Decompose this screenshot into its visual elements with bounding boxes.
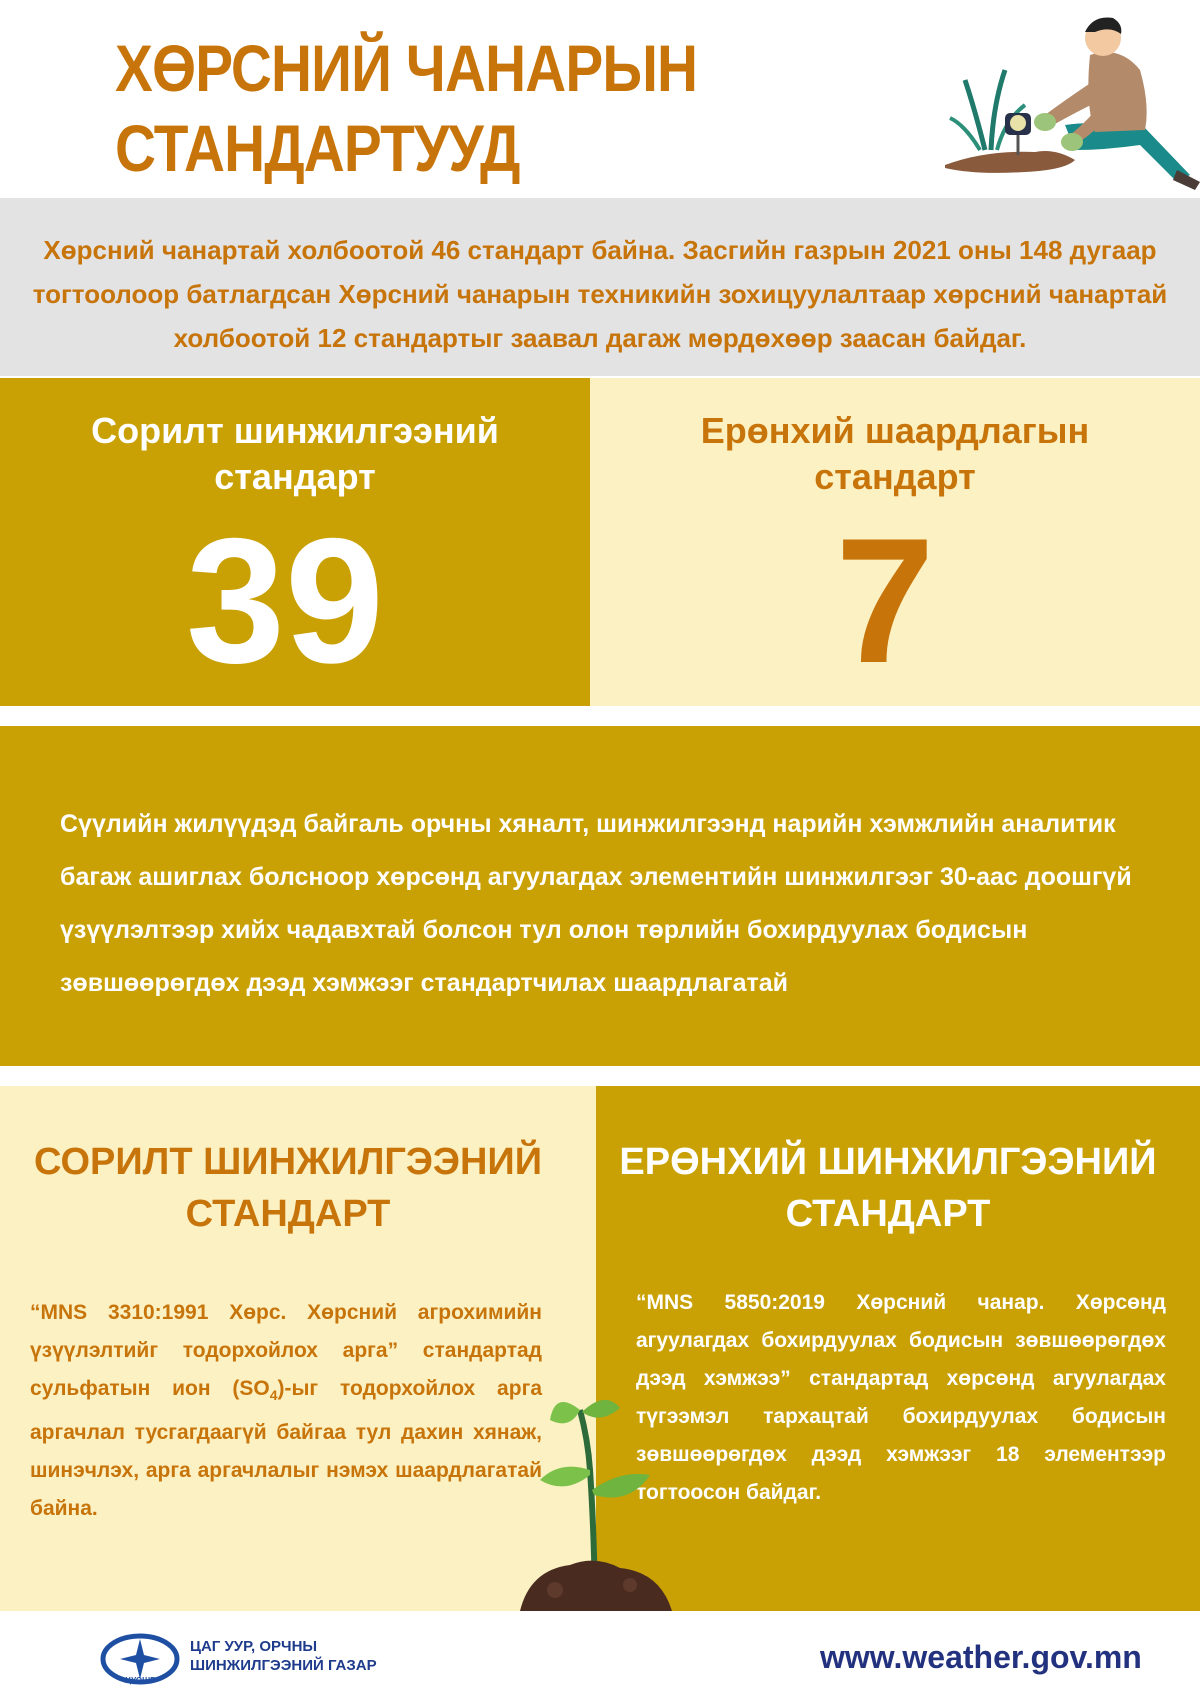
logo-abbrev: ЦУОШГ: [125, 1676, 155, 1685]
sulfate-subscript: 4: [269, 1387, 278, 1404]
section-heading-testing: [0, 1136, 586, 1240]
organization-name: [190, 1637, 377, 1675]
section-body-general: “MNS 5850:2019 Хөрсний чанар. Хөрсөнд агуулагдах бохирдуулах бодисын зөвшөөрөгдөх дээд хэмжээ” стандартад хөрсөнд агуулагдах түгээмэл тархацтай бохирдуулах бодисын зөвшөөрөгдөх дээд хэмжээг 18 элементээр тогтоосон байдаг.: [636, 1291, 1166, 1504]
stat-label-general-line2: стандарт: [814, 456, 976, 497]
intro-band: [0, 198, 1200, 376]
intro-text: Хөрсний чанартай холбоотой 46 стандарт байна. Засгийн газрын 2021 оны 148 дугаар тогтоолоор батлагдсан Хөрсний чанарын техникийн зохицуулалтаар хөрсний чанартай холбоотой 12 стандартыг заавал дагаж мөрдөхөөр заасан байдаг.: [32, 235, 1168, 353]
page-title: [115, 28, 717, 188]
page-title-line1: ХӨРСНИЙ ЧАНАРЫН: [115, 31, 698, 105]
organization-name-line1: ЦАГ УУР, ОРЧНЫ: [190, 1638, 318, 1655]
analysis-panel: [0, 726, 1200, 1066]
compass-star-logo-icon: [100, 1633, 180, 1685]
organization-name-line2: ШИНЖИЛГЭЭНИЙ ГАЗАР: [190, 1657, 377, 1674]
stat-panel-testing-standards: [0, 378, 590, 706]
stat-label-general-line1: Ерөнхий шаардлагын: [700, 410, 1090, 451]
section-body-testing-part1: “MNS 3310:1991 Хөрс. Хөрсний агрохимийн үзүүлэлтийг тодорхойлох арга” стандартад сульфатын ион (SO: [30, 1301, 542, 1400]
section-heading-general-line2: СТАНДАРТ: [785, 1193, 991, 1235]
stat-value-testing: 39: [186, 501, 384, 700]
stat-value-general: 7: [835, 501, 935, 700]
section-heading-general-line1: ЕРӨНХИЙ ШИНЖИЛГЭЭНИЙ: [619, 1141, 1157, 1183]
sprout-in-soil-icon: [510, 1380, 680, 1611]
section-testing-standard: [0, 1086, 596, 1611]
website-link[interactable]: www.weather.gov.mn: [820, 1639, 1142, 1675]
page-title-line2: СТАНДАРТУУД: [115, 111, 520, 185]
section-heading-testing-line2: СТАНДАРТ: [185, 1193, 391, 1235]
section-general-standard: [596, 1086, 1200, 1611]
stat-label-testing-line1: Сорилт шинжилгээний: [91, 410, 499, 451]
stat-panel-general-standards: [590, 378, 1200, 706]
stat-label-general: [590, 408, 1200, 500]
section-body-testing-part2: )-ыг тодорхойлох арга аргачлал тусгагдаагүй байгаа тул дахин хянаж, шинэчлэх, арга аргачлалыг нэмэх шаардлагатай байна.: [30, 1377, 542, 1521]
section-heading-general: [586, 1136, 1190, 1240]
section-heading-testing-line1: СОРИЛТ ШИНЖИЛГЭЭНИЙ: [33, 1141, 543, 1183]
footer: [0, 1611, 1200, 1697]
stat-label-testing-line2: стандарт: [214, 456, 376, 497]
section-body-testing: [30, 1294, 542, 1528]
stat-label-testing: [0, 408, 590, 500]
analysis-text: Сүүлийн жилүүдэд байгаль орчны хяналт, шинжилгээнд нарийн хэмжлийн аналитик багаж ашиглах болсноор хөрсөнд агуулагдах элементийн шинжилгээг 30-аас доошгүй үзүүлэлтээр хийх чадавхтай болсон тул олон төрлийн бохирдуулах бодисын зөвшөөрөгдөх дээд хэмжээг стандартчилах шаардлагатай: [60, 810, 1132, 997]
gardener-with-soil-meter-icon: [945, 10, 1200, 195]
